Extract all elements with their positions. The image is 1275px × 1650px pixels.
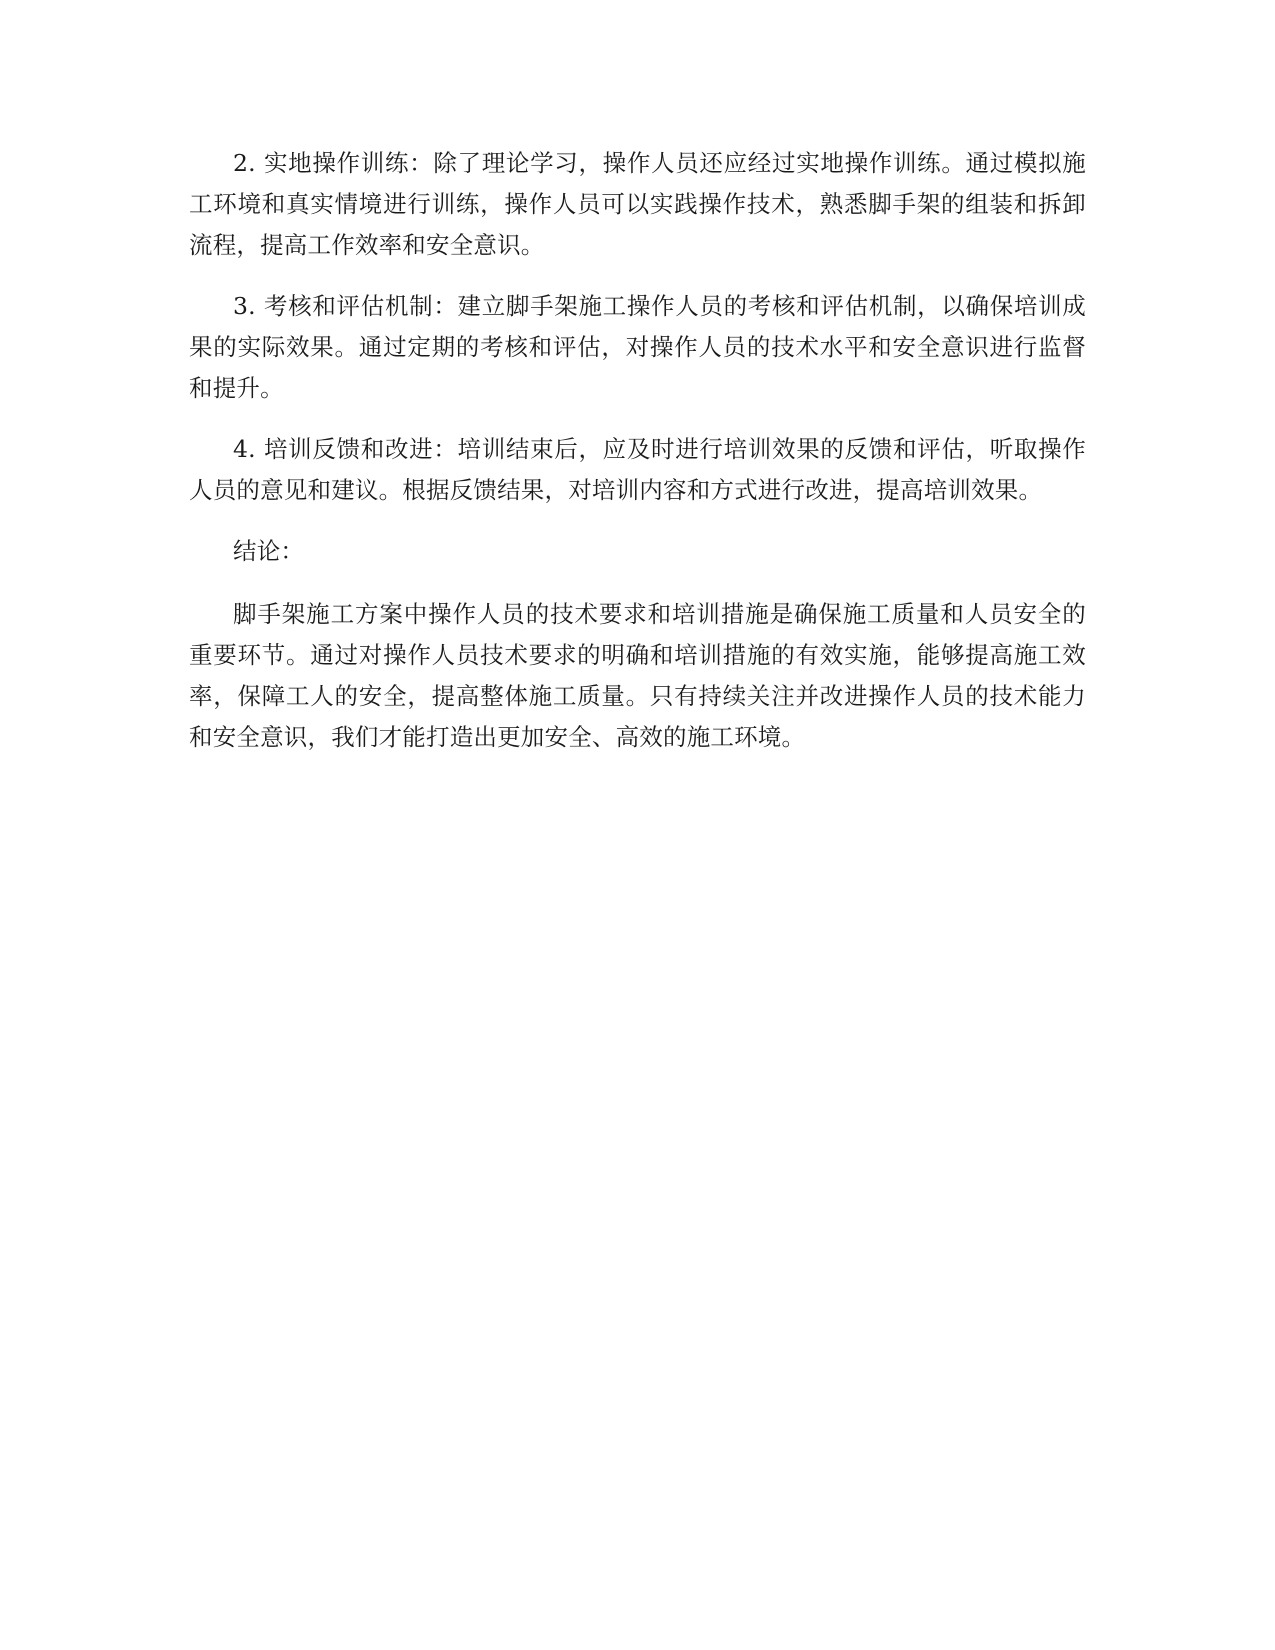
- conclusion-heading: 结论：: [233, 537, 305, 565]
- paragraph-training-feedback: 4. 培训反馈和改进：培训结束后，应及时进行培训效果的反馈和评估，听取操作人员的意见和建议。根据反馈结果，对培训内容和方式进行改进，提高培训效果。: [189, 435, 1086, 504]
- document-body: [189, 143, 1086, 778]
- conclusion-paragraph: 脚手架施工方案中操作人员的技术要求和培训措施是确保施工质量和人员安全的重要环节。通过对操作人员技术要求的明确和培训措施的有效实施，能够提高施工效率，保障工人的安全，提高整体施工质量。只有持续关注并改进操作人员的技术能力和安全意识，我们才能打造出更加安全、高效的施工环境。: [189, 600, 1086, 751]
- paragraph-assessment-mechanism: 3. 考核和评估机制：建立脚手架施工操作人员的考核和评估机制，以确保培训成果的实际效果。通过定期的考核和评估，对操作人员的技术水平和安全意识进行监督和提升。: [189, 292, 1086, 402]
- paragraph-practical-training: 2. 实地操作训练：除了理论学习，操作人员还应经过实地操作训练。通过模拟施工环境和真实情境进行训练，操作人员可以实践操作技术，熟悉脚手架的组装和拆卸流程，提高工作效率和安全意识。: [189, 149, 1086, 259]
